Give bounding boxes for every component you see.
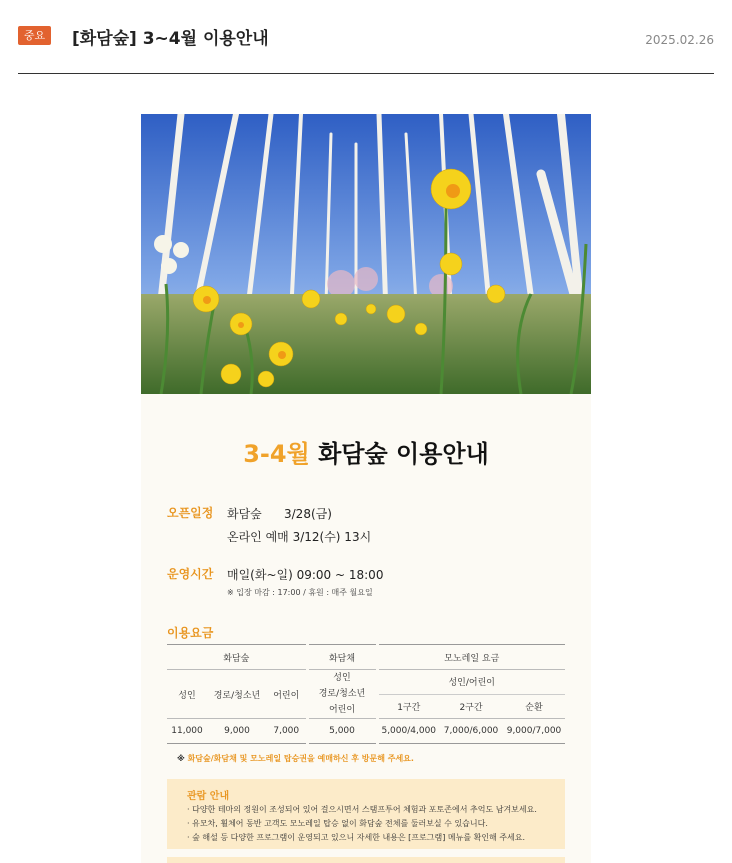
fee-value-hwadamchae: 5,000 (307, 719, 377, 744)
fee-sub-section1: 1구간 (377, 694, 439, 719)
fee-table (167, 644, 565, 744)
fee-header-hwadamchae: 화담채 (307, 645, 377, 670)
daffodil-birch-forest-photo (141, 114, 591, 394)
hours-note: ※ 입장 마감 : 17:00 / 휴원 : 매주 월요일 (227, 588, 373, 597)
fee-value-adult: 11,000 (167, 719, 207, 744)
open-line2: 온라인 예매 3/12(수) 13시 (227, 530, 372, 544)
hours-line: 매일(화~일) 09:00 ~ 18:00 (227, 568, 384, 582)
fee-note-mark: ※ (177, 754, 185, 763)
fee-value-child: 7,000 (267, 719, 307, 744)
hours-label: 운영시간 (167, 567, 214, 581)
open-line1-name: 화담숲 (227, 507, 262, 521)
fee-value-section1: 5,000/4,000 (377, 719, 439, 744)
guide-line-3: · 숲 해설 등 다양한 프로그램이 운영되고 있으니 자세한 내용은 [프로그램] 메뉴를 확인해 주세요. (187, 833, 526, 842)
post-title: [화담숲] 3~4월 이용안내 (72, 29, 269, 49)
fee-label: 이용요금 (167, 626, 214, 640)
post-header (18, 0, 714, 74)
fee-note-text: 화담숲/화담채 및 모노레일 탑승권을 예매하신 후 방문해 주세요. (184, 754, 414, 763)
fee-header-hwadamsup: 화담숲 (167, 645, 307, 670)
fee-sub-loop: 순환 (525, 702, 543, 713)
poster-image (141, 114, 591, 863)
fee-note (177, 753, 414, 764)
fee-sub-monorail-group: 성인/어린이 (377, 670, 565, 695)
poster-title-highlight: 3-4월 (243, 440, 310, 468)
fee-sub-hwadamchae-child: 어린이 (328, 705, 356, 715)
guide-line-1: · 다양한 테마의 정원이 조성되어 있어 걸으시면서 스탬프투어 체험과 포토존에서 추억도 남겨보세요. (187, 805, 537, 814)
fee-value-section2: 7,000/6,000 (439, 719, 503, 744)
fee-sub-hwadamchae-senior: 경로/청소년 (318, 689, 366, 699)
poster-title-rest: 화담숲 이용안내 (309, 440, 489, 468)
poster-title (141, 434, 591, 469)
fee-value-senior-youth: 9,000 (207, 719, 267, 744)
fee-sub-hwadamchae (307, 670, 377, 719)
post-date: 2025.02.26 (645, 33, 714, 47)
fee-sub-adult: 성인 (178, 690, 196, 701)
fee-value-loop: 9,000/7,000 (503, 719, 565, 744)
fee-sub-hwadamchae-adult: 성인 (333, 673, 351, 683)
important-badge: 중요 (18, 26, 51, 45)
fee-sub-section2: 2구간 (459, 702, 483, 713)
guide-line-2: · 유모차, 휠체어 동반 고객도 모노레일 탑승 없이 화담숲 전체를 둘러보실 수 있습니다. (187, 819, 488, 828)
fee-header-monorail: 모노레일 요금 (377, 645, 565, 670)
open-line1-date: 3/28(금) (284, 507, 332, 521)
guide-title: 관람 안내 (187, 791, 230, 802)
fee-sub-child: 어린이 (273, 690, 300, 701)
next-info-box (167, 857, 565, 863)
fee-sub-senior-youth: 경로/청소년 (213, 690, 261, 701)
viewing-guide-box (167, 779, 565, 849)
open-schedule-label: 오픈일정 (167, 506, 214, 520)
